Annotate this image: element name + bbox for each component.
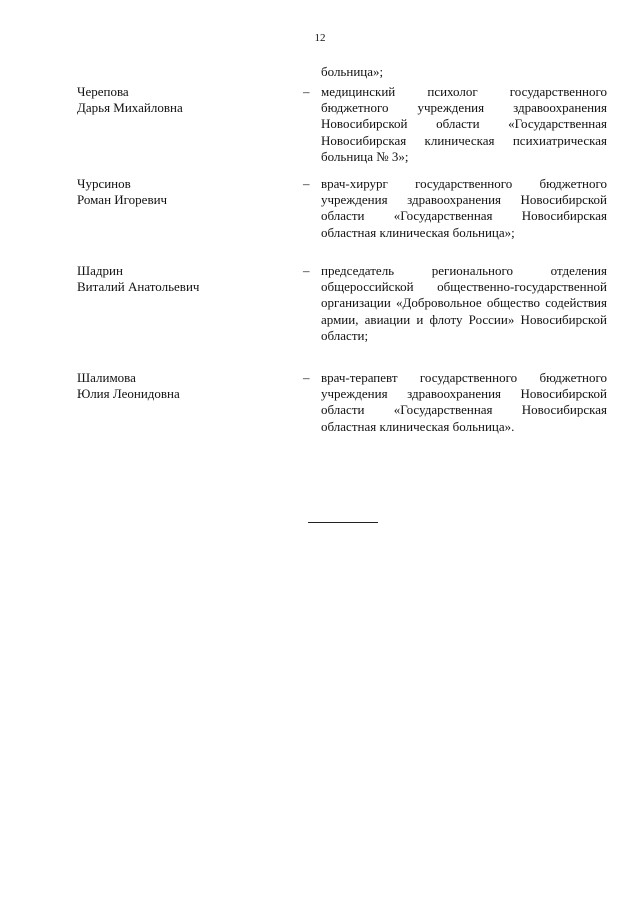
entry-dash: –: [303, 176, 310, 191]
entry-dash: –: [303, 84, 310, 99]
member-name: [77, 263, 287, 295]
entry-dash: –: [303, 370, 310, 385]
member-position: медицинский психолог государственного бюджетного учреждения здравоохранения Новосибирской области «Государственная Новосибирская клиническая психиатрическая больница № 3»;: [321, 84, 607, 164]
member-name: [77, 176, 287, 208]
member-surname: Шалимова: [77, 370, 136, 385]
member-given-names: Роман Игоревич: [77, 192, 168, 208]
member-name: [77, 370, 287, 402]
member-given-names: Виталий Анатольевич: [77, 279, 200, 295]
member-surname: Шадрин: [77, 263, 123, 278]
member-position: врач-хирург государственного бюджетного учреждения здравоохранения Новосибирской области «Государственная Новосибирская областная клиническая больница»;: [321, 176, 607, 240]
member-surname: Черепова: [77, 84, 129, 99]
member-name: [77, 84, 287, 116]
continuation-text: больница»;: [321, 64, 384, 79]
member-position: врач-терапевт государственного бюджетного учреждения здравоохранения Новосибирской области «Государственная Новосибирская областная клиническая больница».: [321, 370, 607, 434]
end-rule: [308, 522, 378, 523]
member-given-names: Дарья Михайловна: [77, 100, 183, 116]
entry-dash: –: [303, 263, 310, 278]
page-number: 12: [314, 32, 326, 44]
member-surname: Чурсинов: [77, 176, 131, 191]
member-given-names: Юлия Леонидовна: [77, 386, 180, 402]
member-position: председатель регионального отделения общероссийской общественно-государственной организации «Добровольное общество содействия армии, авиации и флоту России» Новосибирской области;: [321, 263, 607, 343]
